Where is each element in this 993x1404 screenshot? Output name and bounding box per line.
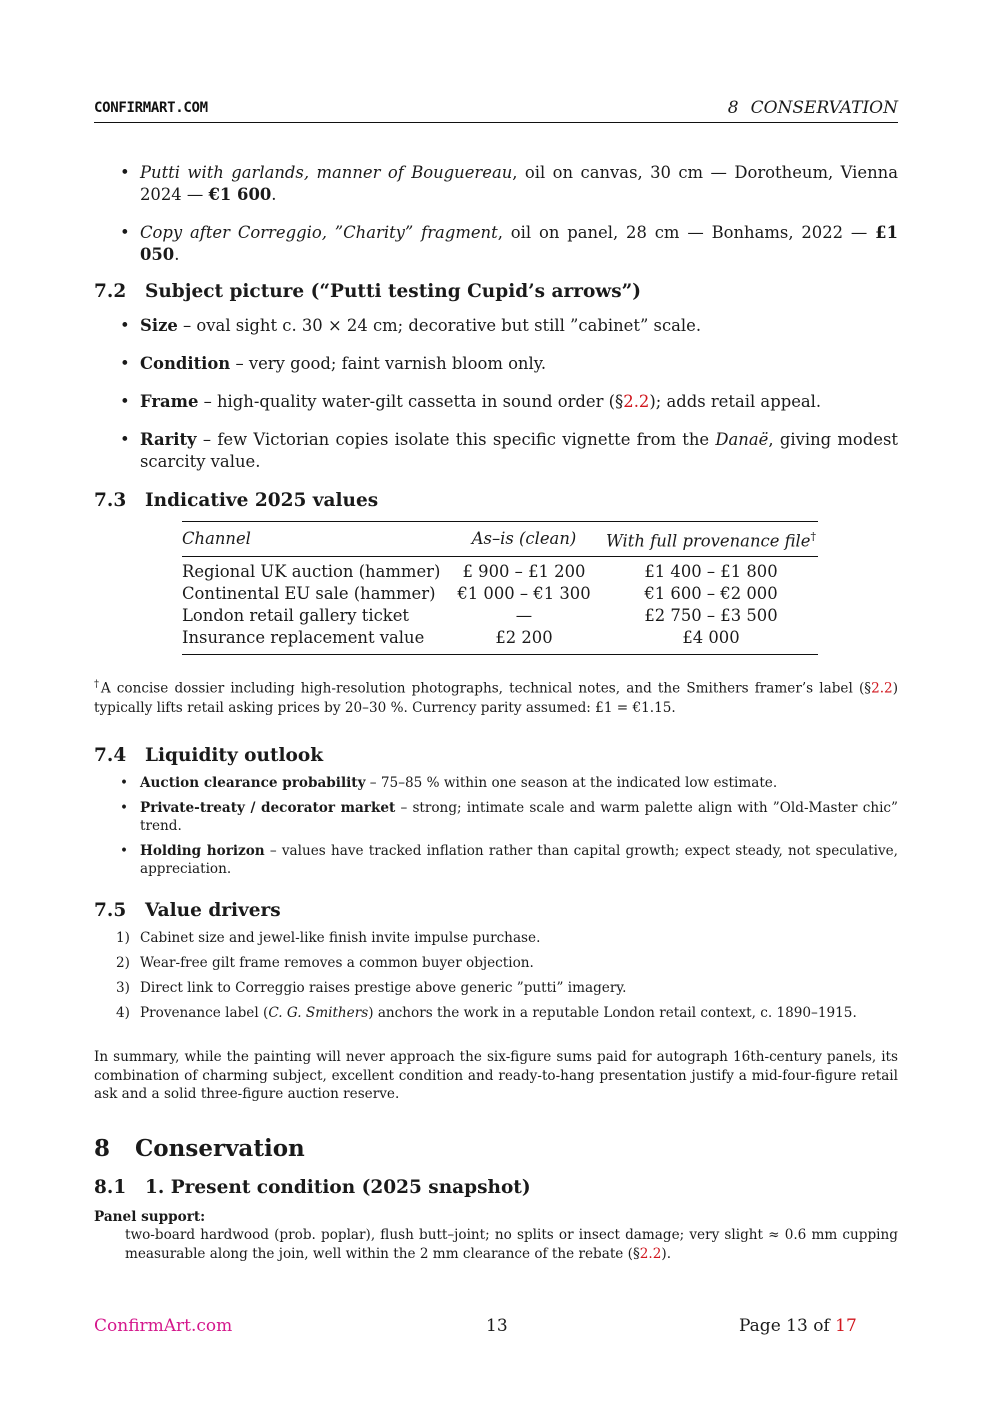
table-cell: London retail gallery ticket [182,606,410,626]
liquidity-list [94,774,898,879]
definition-term: Panel support: [94,1208,206,1225]
list-item: • Copy after Correggio, ”Charity” fragment, oil on panel, 28 cm — Bonhams, 2022 — £1 050. [94,222,898,266]
summary-paragraph: In summary, while the painting will never approach the six-figure sums paid for autograph 16th-century panels, its combination of charming subject, excellent condition and ready-to-hang presentation justify a mid-four-figure retail ask and a solid three-figure auction reserve. [94,1049,898,1102]
section-heading-7-4: 7.4 Liquidity outlook [94,745,324,766]
table-cell: Regional UK auction (hammer) [182,562,441,582]
table-cell: Continental EU sale (hammer) [182,584,436,604]
total-pages-link[interactable]: 17 [835,1316,857,1336]
section-ref-link[interactable]: 2.2 [623,392,650,411]
table-row [182,557,818,584]
subject-picture-list [94,315,898,473]
comparables-list [94,162,898,266]
table-cell: £2 750 – £3 500 [644,606,778,626]
column-header: With full provenance file† [604,522,818,557]
table-row [182,605,818,627]
list-item: • Holding horizon – values have tracked inflation rather than capital growth; expect steady, not speculative, appreciation. [94,842,898,879]
table-cell: £4 000 [604,627,818,655]
section-heading-7-2: 7.2 Subject picture (“Putti testing Cupid’s arrows”) [94,281,642,302]
running-section-name: CONSERVATION [750,98,898,118]
list-item: • Putti with garlands, manner of Bouguereau, oil on canvas, 30 cm — Dorotheum, Vienna 2024 — €1 600. [94,162,898,206]
list-item: 1) Cabinet size and jewel-like finish invite impulse purchase. [116,929,541,946]
running-header [94,98,898,123]
table-cell: €1 600 – €2 000 [644,584,778,604]
table-cell: — [515,606,533,626]
table-cell: £2 200 [444,627,604,655]
table-row [182,627,818,655]
list-item: • Private-treaty / decorator market – strong; intimate scale and warm palette align with ”Old-Master chic” trend. [94,799,898,836]
section-heading-7-5: 7.5 Value drivers [94,899,281,921]
footer-site-link[interactable]: ConfirmArt.com [94,1316,233,1336]
table-cell: £1 400 – £1 800 [644,562,778,582]
list-item: 2) Wear-free gilt frame removes a common buyer objection. [116,954,534,971]
running-section-title [728,98,898,118]
list-item: • Size – oval sight c. 30 × 24 cm; decorative but still ”cabinet” scale. [94,315,898,337]
table-cell: Insurance replacement value [182,627,444,655]
footer-page-count: Page 13 of 17 [739,1316,857,1336]
value-drivers-list [94,929,898,1023]
section-heading-8: 8 Conservation [94,1134,305,1162]
section-heading-8-1: 8.1 1. Present condition (2025 snapshot) [94,1176,531,1198]
list-item: • Auction clearance probability – 75–85 % within one season at the indicated low estimate. [94,774,898,793]
column-header: As–is (clean) [444,522,604,557]
list-item: • Frame – high-quality water-gilt cassetta in sound order (§2.2); adds retail appeal. [94,391,898,413]
page-body [94,162,898,1263]
section-ref-link[interactable]: 2.2 [871,681,893,697]
table-footnote: †A concise dossier including high-resolution photographs, technical notes, and the Smithers framer’s label (§2.2) typically lifts retail asking prices by 20–30 %. Currency parity assumed: £1 = €1.15. [94,679,898,716]
table-header-row [182,522,818,557]
section-ref-link[interactable]: 2.2 [639,1245,662,1262]
values-table [182,521,818,655]
list-item: • Condition – very good; faint varnish bloom only. [94,353,898,375]
section-heading-7-3: 7.3 Indicative 2025 values [94,490,379,511]
table-row [182,583,818,605]
running-section-number: 8 [727,98,739,118]
definition-text: two-board hardwood (prob. poplar), flush butt–joint; no splits or insect damage; very slight ≈ 0.6 mm cupping measurable along the join, well within the 2 mm clearance of the rebate (§2.2). [125,1227,898,1262]
footer-page-number: 13 [486,1316,508,1336]
table-cell: £ 900 – £1 200 [462,562,586,582]
list-item: 3) Direct link to Correggio raises prestige above generic ”putti” imagery. [116,979,627,996]
brand-logo[interactable]: CONFIRMART.COM [94,100,208,116]
table-cell: €1 000 – €1 300 [457,584,591,604]
list-item: 4) Provenance label (C. G. Smithers) anchors the work in a reputable London retail context, c. 1890–1915. [116,1004,857,1021]
list-item: • Rarity – few Victorian copies isolate this specific vignette from the Danaë, giving modest scarcity value. [94,429,898,473]
column-header: Channel [182,522,444,557]
